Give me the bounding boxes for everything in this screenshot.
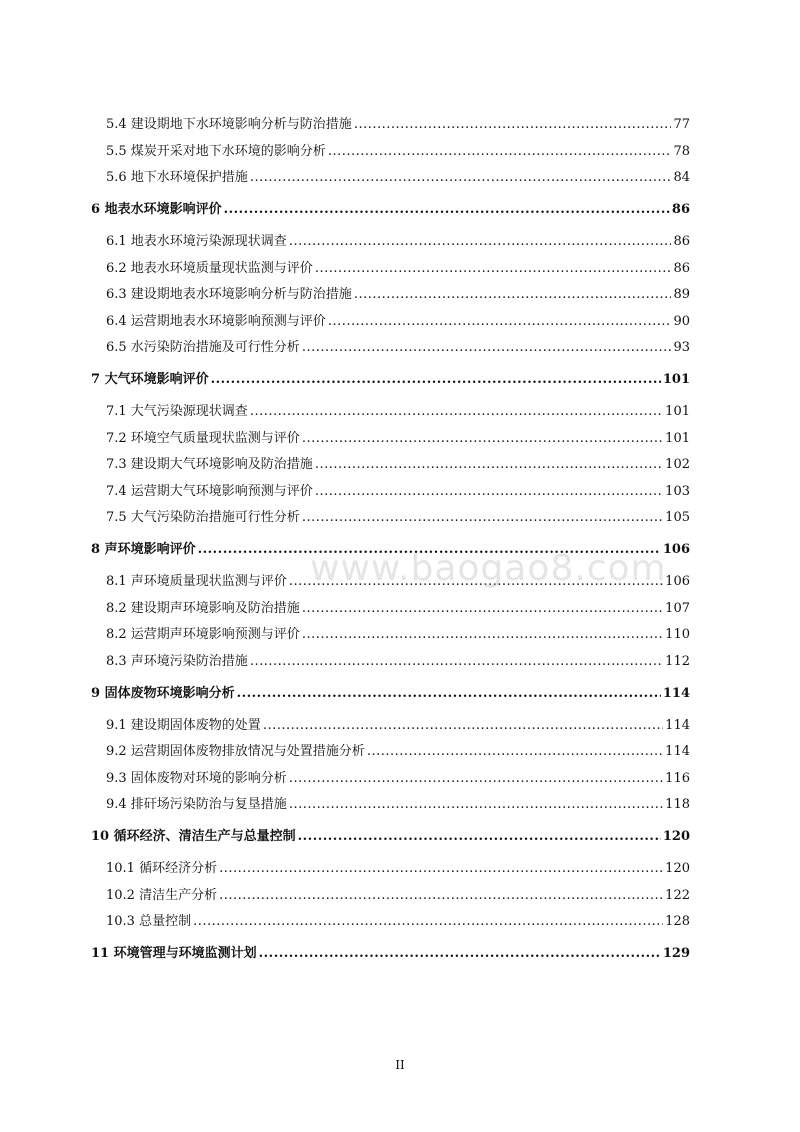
toc-entry-page: 101 — [665, 404, 690, 419]
toc-section-entry[interactable] — [106, 717, 690, 735]
toc-entry-title: 6.2 地表水环境质量现状监测与评价 — [106, 260, 313, 276]
toc-entry-page: 84 — [673, 170, 690, 185]
toc-dot-leader — [237, 685, 661, 703]
toc-entry-page: 110 — [665, 627, 690, 642]
toc-section-entry[interactable] — [106, 260, 690, 278]
toc-section-entry[interactable] — [106, 143, 690, 161]
toc-entry-title: 6.3 建设期地表水环境影响分析与防治措施 — [106, 287, 352, 302]
toc-section-entry[interactable] — [106, 653, 690, 671]
toc-entry-title: 9.3 固体废物对环境的影响分析 — [106, 770, 287, 786]
toc-dot-leader — [289, 233, 672, 251]
toc-entry-title: 6.5 水污染防治措施及可行性分析 — [106, 340, 300, 355]
toc-entry-page: 101 — [662, 372, 690, 387]
toc-section-entry[interactable] — [106, 169, 690, 187]
toc-section-entry[interactable] — [106, 887, 690, 905]
toc-entry-title: 11 环境管理与环境监测计划 — [91, 946, 257, 961]
toc-entry-page: 106 — [665, 574, 690, 589]
toc-entry-page: 106 — [662, 542, 690, 557]
toc-dot-leader — [193, 913, 663, 931]
toc-entry-page: 89 — [673, 287, 690, 302]
toc-entry-page: 86 — [673, 260, 690, 276]
toc-entry-page: 129 — [662, 946, 690, 961]
toc-entry-title: 8.2 建设期声环境影响及防治措施 — [106, 600, 300, 616]
toc-entry-title: 6.1 地表水环境污染源现状调查 — [106, 234, 287, 249]
toc-section-entry[interactable] — [106, 483, 690, 501]
toc-dot-leader — [289, 796, 663, 814]
toc-section-entry[interactable] — [106, 600, 690, 618]
toc-chapter-entry[interactable] — [91, 828, 690, 846]
toc-entry-title: 8.2 运营期声环境影响预测与评价 — [106, 627, 300, 642]
toc-entry-page: 122 — [665, 887, 690, 903]
toc-dot-leader — [315, 483, 663, 501]
toc-section-entry[interactable] — [106, 770, 690, 788]
watermark: www.baogao8.com — [310, 548, 667, 589]
toc-dot-leader — [259, 945, 661, 963]
toc-entry-title: 5.4 建设期地下水环境影响分析与防治措施 — [106, 117, 352, 132]
toc-dot-leader — [315, 456, 663, 474]
toc-dot-leader — [298, 828, 661, 846]
toc-section-entry[interactable] — [106, 860, 690, 878]
toc-entry-page: 90 — [673, 313, 690, 329]
toc-entry-title: 9.4 排矸场污染防治与复垦措施 — [106, 797, 287, 812]
toc-entry-title: 7.4 运营期大气环境影响预测与评价 — [106, 483, 313, 499]
toc-section-entry[interactable] — [106, 743, 690, 761]
toc-entry-title: 9.1 建设期固体废物的处置 — [106, 717, 261, 733]
toc-entry-title: 7 大气环境影响评价 — [91, 372, 209, 387]
toc-dot-leader — [302, 339, 672, 357]
toc-section-entry[interactable] — [106, 430, 690, 448]
toc-dot-leader — [328, 313, 672, 331]
toc-entry-title: 6 地表水环境影响评价 — [91, 202, 222, 217]
toc-entry-page: 120 — [665, 861, 690, 876]
toc-entry-title: 10.2 清洁生产分析 — [106, 887, 218, 903]
toc-entry-title: 7.1 大气污染源现状调查 — [106, 404, 248, 419]
toc-entry-page: 93 — [673, 340, 690, 355]
toc-entry-page: 103 — [665, 483, 690, 499]
toc-section-entry[interactable] — [106, 626, 690, 644]
toc-dot-leader — [219, 887, 663, 905]
toc-entry-page: 118 — [665, 797, 690, 812]
toc-entry-title: 9.2 运营期固体废物排放情况与处置措施分析 — [106, 744, 365, 759]
toc-entry-title: 9 固体废物环境影响分析 — [91, 685, 235, 701]
toc-entry-title: 7.3 建设期大气环境影响及防治措施 — [106, 457, 313, 472]
toc-section-entry[interactable] — [106, 403, 690, 421]
toc-entry-title: 10.1 循环经济分析 — [106, 861, 218, 876]
toc-entry-page: 114 — [665, 717, 690, 733]
toc-section-entry[interactable] — [106, 509, 690, 527]
toc-dot-leader — [250, 653, 663, 671]
toc-entry-title: 8.1 声环境质量现状监测与评价 — [106, 574, 287, 589]
toc-entry-page: 78 — [673, 143, 690, 159]
toc-entry-page: 77 — [673, 117, 690, 132]
toc-section-entry[interactable] — [106, 313, 690, 331]
toc-dot-leader — [315, 260, 672, 278]
toc-dot-leader — [354, 116, 672, 134]
toc-entry-title: 5.6 地下水环境保护措施 — [106, 170, 248, 185]
toc-dot-leader — [302, 626, 663, 644]
toc-entry-title: 8.3 声环境污染防治措施 — [106, 653, 248, 669]
toc-entry-title: 7.5 大气污染防治措施可行性分析 — [106, 510, 300, 525]
toc-section-entry[interactable] — [106, 286, 690, 304]
toc-dot-leader — [250, 403, 663, 421]
toc-chapter-entry[interactable] — [91, 685, 690, 703]
toc-dot-leader — [263, 717, 663, 735]
toc-dot-leader — [289, 770, 663, 788]
toc-dot-leader — [302, 509, 663, 527]
toc-entry-page: 105 — [665, 510, 690, 525]
toc-entry-title: 10.3 总量控制 — [106, 914, 192, 929]
toc-chapter-entry[interactable] — [91, 371, 690, 389]
toc-section-entry[interactable] — [106, 796, 690, 814]
toc-entry-title: 8 声环境影响评价 — [91, 542, 196, 557]
toc-entry-page: 114 — [662, 685, 690, 701]
toc-entry-title: 7.2 环境空气质量现状监测与评价 — [106, 430, 300, 446]
toc-entry-page: 116 — [665, 770, 690, 786]
toc-entry-page: 114 — [665, 744, 690, 759]
toc-entry-page: 102 — [665, 457, 690, 472]
toc-entry-page: 86 — [671, 202, 690, 217]
toc-entry-page: 128 — [665, 914, 690, 929]
toc-entry-page: 101 — [665, 430, 690, 446]
toc-entry-page: 86 — [673, 234, 690, 249]
toc-entry-title: 5.5 煤炭开采对地下水环境的影响分析 — [106, 143, 326, 159]
toc-dot-leader — [354, 286, 672, 304]
toc-section-entry[interactable] — [106, 116, 690, 134]
toc-dot-leader — [302, 430, 663, 448]
toc-entry-page: 112 — [665, 653, 690, 669]
toc-dot-leader — [328, 143, 672, 161]
toc-entry-page: 120 — [662, 829, 690, 844]
toc-section-entry[interactable] — [106, 456, 690, 474]
toc-dot-leader — [211, 371, 661, 389]
toc-section-entry[interactable] — [106, 233, 690, 251]
toc-dot-leader — [224, 201, 670, 219]
toc-dot-leader — [302, 600, 663, 618]
toc-chapter-entry[interactable] — [91, 945, 690, 963]
page-number: II — [395, 1058, 405, 1072]
toc-dot-leader — [219, 860, 663, 878]
toc-entry-title: 6.4 运营期地表水环境影响预测与评价 — [106, 313, 326, 329]
toc-section-entry[interactable] — [106, 913, 690, 931]
toc-chapter-entry[interactable] — [91, 201, 690, 219]
toc-section-entry[interactable] — [106, 339, 690, 357]
toc-dot-leader — [367, 743, 663, 761]
toc-dot-leader — [250, 169, 672, 187]
toc-entry-title: 10 循环经济、清洁生产与总量控制 — [91, 829, 296, 844]
toc-entry-page: 107 — [665, 600, 690, 616]
